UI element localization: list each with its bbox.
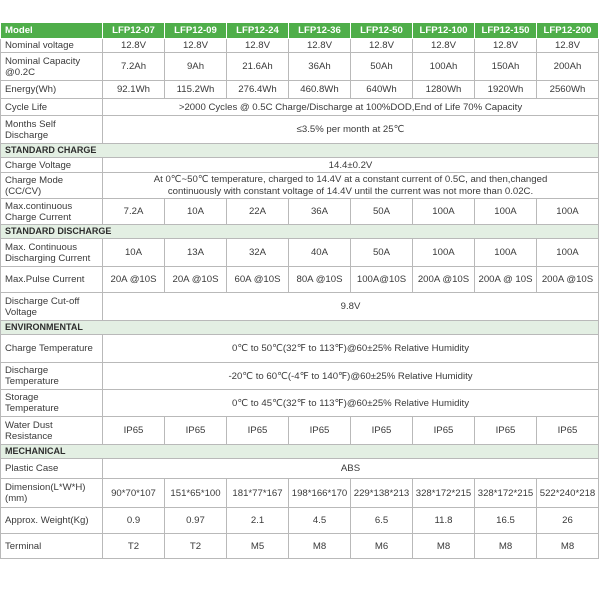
cell: 13A xyxy=(165,239,227,267)
cell: 92.1Wh xyxy=(103,81,165,99)
cell: 2.1 xyxy=(227,508,289,534)
cell: 151*65*100 xyxy=(165,479,227,508)
charge-mode-line: At 0℃~50℃ temperature, charged to 14.4V at a constant current of 0.5C, and then,changed xyxy=(153,173,548,185)
section-mechanical: MECHANICAL xyxy=(1,445,599,459)
row-label xyxy=(1,53,103,81)
cell: 100A xyxy=(537,239,599,267)
cell: 198*166*170 xyxy=(289,479,351,508)
cell: T2 xyxy=(103,534,165,559)
cell: 40A xyxy=(289,239,351,267)
table-row xyxy=(1,173,599,199)
cell: IP65 xyxy=(537,417,599,445)
self-discharge-value: ≤3.5% per month at 25℃ xyxy=(103,116,599,144)
cell: 100A xyxy=(413,199,475,225)
cell: 22A xyxy=(227,199,289,225)
row-label xyxy=(1,417,103,445)
row-label-line: Voltage xyxy=(5,306,38,318)
plastic-case-value: ABS xyxy=(103,459,599,479)
row-label xyxy=(1,173,103,199)
cell: 0.97 xyxy=(165,508,227,534)
discharge-temp-value: -20℃ to 60℃(-4℉ to 140℉)@60±25% Relative Humidity xyxy=(103,363,599,390)
header-cell: LFP12-07 xyxy=(103,23,165,39)
cell: 6.5 xyxy=(351,508,413,534)
cell: 522*240*218 xyxy=(537,479,599,508)
section-standard-charge: STANDARD CHARGE xyxy=(1,144,599,158)
table-row xyxy=(1,158,599,173)
table-row xyxy=(1,116,599,144)
storage-temp-value: 0℃ to 45℃(32℉ to 113℉)@60±25% Relative Humidity xyxy=(103,390,599,417)
row-label xyxy=(1,116,103,144)
row-label-line: Discharge xyxy=(5,129,49,141)
row-label-line: (mm) xyxy=(5,493,28,504)
header-cell: LFP12-150 xyxy=(475,23,537,39)
section-environmental: ENVIRONMENTAL xyxy=(1,321,599,335)
cell: IP65 xyxy=(351,417,413,445)
cell: 640Wh xyxy=(351,81,413,99)
header-cell: LFP12-100 xyxy=(413,23,475,39)
cell: 12.8V xyxy=(227,39,289,53)
cell: 100A xyxy=(413,239,475,267)
table-row xyxy=(1,479,599,508)
cell: 9Ah xyxy=(165,53,227,81)
header-row xyxy=(1,23,599,39)
cell: 276.4Wh xyxy=(227,81,289,99)
row-label-line: Dimension(L*W*H) xyxy=(5,482,86,493)
cell: 100Ah xyxy=(413,53,475,81)
cell: 1920Wh xyxy=(475,81,537,99)
table-row xyxy=(1,293,599,321)
row-label-line: Discharge Cut-off xyxy=(5,295,80,307)
cell: 10A xyxy=(103,239,165,267)
cell: IP65 xyxy=(227,417,289,445)
cell: M8 xyxy=(537,534,599,559)
cell: 36A xyxy=(289,199,351,225)
header-cell: LFP12-24 xyxy=(227,23,289,39)
row-label-line: Resistance xyxy=(5,430,53,442)
cell: 10A xyxy=(165,199,227,225)
cell: 328*172*215 xyxy=(475,479,537,508)
table-row xyxy=(1,459,599,479)
cell: 12.8V xyxy=(537,39,599,53)
row-label xyxy=(1,363,103,390)
row-label-line: (CC/CV) xyxy=(5,185,42,197)
row-label-line: Max. Continuous xyxy=(5,241,77,253)
cell: 150Ah xyxy=(475,53,537,81)
cell: M5 xyxy=(227,534,289,559)
row-label-line: Water Dust xyxy=(5,419,53,431)
table-row xyxy=(1,417,599,445)
row-label-line: Temperature xyxy=(5,403,59,414)
cell: 26 xyxy=(537,508,599,534)
section-row xyxy=(1,225,599,239)
row-label xyxy=(1,199,103,225)
row-label: Terminal xyxy=(1,534,103,559)
cell: 200A @10S xyxy=(537,267,599,293)
cell: M8 xyxy=(289,534,351,559)
cell: M6 xyxy=(351,534,413,559)
row-label-line: Months Self xyxy=(5,118,56,130)
row-label-line: Temperature xyxy=(5,376,59,387)
header-cell: LFP12-36 xyxy=(289,23,351,39)
table-row xyxy=(1,267,599,293)
row-label: Cycle Life xyxy=(1,99,103,116)
cell: 36Ah xyxy=(289,53,351,81)
cell: 1280Wh xyxy=(413,81,475,99)
cell: 200A @ 10S xyxy=(475,267,537,293)
table-row xyxy=(1,534,599,559)
cell: 12.8V xyxy=(413,39,475,53)
table-row xyxy=(1,39,599,53)
table-row xyxy=(1,199,599,225)
cell: 7.2Ah xyxy=(103,53,165,81)
cell: 50A xyxy=(351,199,413,225)
row-label: Max.Pulse Current xyxy=(1,267,103,293)
header-cell: LFP12-50 xyxy=(351,23,413,39)
row-label: Approx. Weight(Kg) xyxy=(1,508,103,534)
cell: 12.8V xyxy=(351,39,413,53)
row-label-line: Charge Current xyxy=(5,211,72,223)
cell: IP65 xyxy=(103,417,165,445)
cell: 12.8V xyxy=(289,39,351,53)
spec-table xyxy=(0,22,599,559)
charge-voltage-value: 14.4±0.2V xyxy=(103,158,599,173)
cell: 32A xyxy=(227,239,289,267)
table-row xyxy=(1,508,599,534)
cell: M8 xyxy=(413,534,475,559)
row-label: Charge Temperature xyxy=(1,335,103,363)
cell: 21.6Ah xyxy=(227,53,289,81)
cell: T2 xyxy=(165,534,227,559)
charge-mode-line: continuously with constant voltage of 14.4V until the current was not more than 0.02C. xyxy=(167,185,534,197)
table-row xyxy=(1,239,599,267)
row-label-line: Nominal Capacity xyxy=(5,55,81,67)
row-label: Nominal voltage xyxy=(1,39,103,53)
cell: 11.8 xyxy=(413,508,475,534)
cell: 16.5 xyxy=(475,508,537,534)
cell: 100A xyxy=(475,239,537,267)
cell: 2560Wh xyxy=(537,81,599,99)
cell: 200Ah xyxy=(537,53,599,81)
cell: 4.5 xyxy=(289,508,351,534)
cell: IP65 xyxy=(413,417,475,445)
table-row xyxy=(1,81,599,99)
cell: 100A xyxy=(475,199,537,225)
cell: 60A @10S xyxy=(227,267,289,293)
cell: 12.8V xyxy=(103,39,165,53)
cell: 12.8V xyxy=(165,39,227,53)
cell: 229*138*213 xyxy=(351,479,413,508)
row-label-line: Discharging Current xyxy=(5,252,91,264)
header-model: Model xyxy=(1,23,103,39)
row-label xyxy=(1,479,103,508)
charge-mode-value xyxy=(103,173,599,199)
cell: 80A @10S xyxy=(289,267,351,293)
row-label: Plastic Case xyxy=(1,459,103,479)
table-row xyxy=(1,390,599,417)
row-label: Energy(Wh) xyxy=(1,81,103,99)
table-row xyxy=(1,53,599,81)
cell: IP65 xyxy=(475,417,537,445)
discharge-cutoff-value: 9.8V xyxy=(103,293,599,321)
row-label xyxy=(1,239,103,267)
header-cell: LFP12-200 xyxy=(537,23,599,39)
row-label: Charge Voltage xyxy=(1,158,103,173)
cell: IP65 xyxy=(289,417,351,445)
cell: IP65 xyxy=(165,417,227,445)
cell: 7.2A xyxy=(103,199,165,225)
cell: 0.9 xyxy=(103,508,165,534)
cell: 20A @10S xyxy=(103,267,165,293)
row-label-line: Storage xyxy=(5,392,39,403)
row-label xyxy=(1,390,103,417)
cell: 181*77*167 xyxy=(227,479,289,508)
table-row xyxy=(1,99,599,116)
cell: 460.8Wh xyxy=(289,81,351,99)
row-label xyxy=(1,293,103,321)
cell: 12.8V xyxy=(475,39,537,53)
cell: 90*70*107 xyxy=(103,479,165,508)
cell: 50A xyxy=(351,239,413,267)
section-row xyxy=(1,144,599,158)
row-label-line: Max.continuous xyxy=(5,200,73,212)
cell: 115.2Wh xyxy=(165,81,227,99)
header-cell: LFP12-09 xyxy=(165,23,227,39)
cell: 50Ah xyxy=(351,53,413,81)
section-row xyxy=(1,321,599,335)
row-label-line: Discharge xyxy=(5,365,49,376)
charge-temp-value: 0℃ to 50℃(32℉ to 113℉)@60±25% Relative Humidity xyxy=(103,335,599,363)
cycle-life-value: >2000 Cycles @ 0.5C Charge/Discharge at 100%DOD,End of Life 70% Capacity xyxy=(103,99,599,116)
cell: 20A @10S xyxy=(165,267,227,293)
row-label-line: @0.2C xyxy=(5,66,36,78)
cell: 100A xyxy=(537,199,599,225)
section-row xyxy=(1,445,599,459)
section-standard-discharge: STANDARD DISCHARGE xyxy=(1,225,599,239)
cell: 100A@10S xyxy=(351,267,413,293)
row-label-line: Charge Mode xyxy=(5,174,64,186)
cell: 200A @10S xyxy=(413,267,475,293)
table-row xyxy=(1,363,599,390)
cell: 328*172*215 xyxy=(413,479,475,508)
cell: M8 xyxy=(475,534,537,559)
table-row xyxy=(1,335,599,363)
